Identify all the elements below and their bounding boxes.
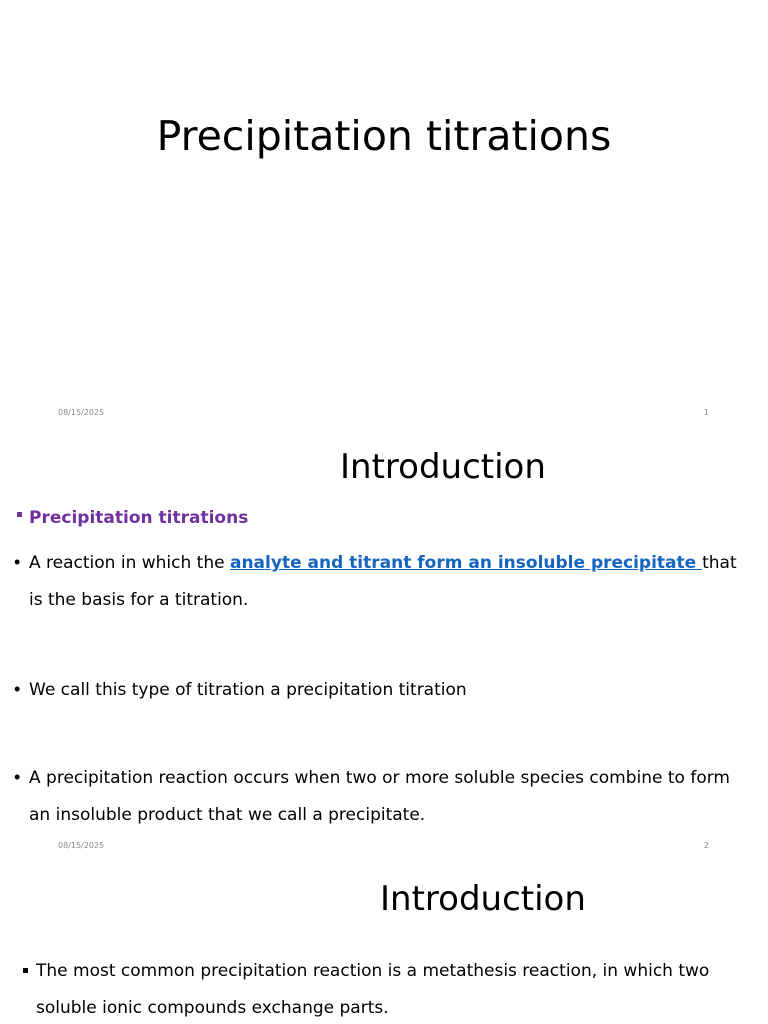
slide-1-date: 08/15/2025 — [58, 408, 105, 417]
slide-2-title: Introduction — [340, 447, 546, 487]
square-bullet-icon — [17, 512, 22, 517]
slide-1 — [0, 0, 768, 432]
bullet-text — [29, 545, 750, 619]
bullet-text-after: that is the basis for a titration. — [29, 553, 737, 610]
slide-3-title: Introduction — [380, 879, 586, 919]
analyte-titrant-link[interactable]: analyte and titrant form an insoluble precipitate — [229, 553, 703, 573]
bullet-text: The most common precipitation reaction is a metathesis reaction, in which two soluble ionic compounds exchange parts. — [36, 961, 710, 1018]
bullet-text: We call this type of titration a precipitation titration — [29, 680, 467, 700]
square-bullet-icon — [23, 968, 28, 973]
slide-2 — [0, 432, 768, 865]
bullet-dot-icon: • — [14, 552, 21, 572]
bullet-text-before: A reaction in which the — [29, 553, 230, 573]
slide-3 — [0, 865, 768, 1024]
bullet-text: A precipitation reaction occurs when two or more soluble species combine to form an insoluble product that we call a precipitate. — [29, 768, 730, 825]
slide-2-date: 08/15/2025 — [58, 841, 105, 850]
slide-2-page-number: 2 — [703, 841, 709, 850]
bullet-dot-icon: • — [14, 679, 21, 699]
slide-1-title: Precipitation titrations — [156, 112, 612, 160]
heading-bullet-text: Precipitation titrations — [29, 508, 249, 528]
slide-1-page-number: 1 — [703, 408, 709, 417]
bullet-dot-icon: • — [14, 767, 21, 787]
